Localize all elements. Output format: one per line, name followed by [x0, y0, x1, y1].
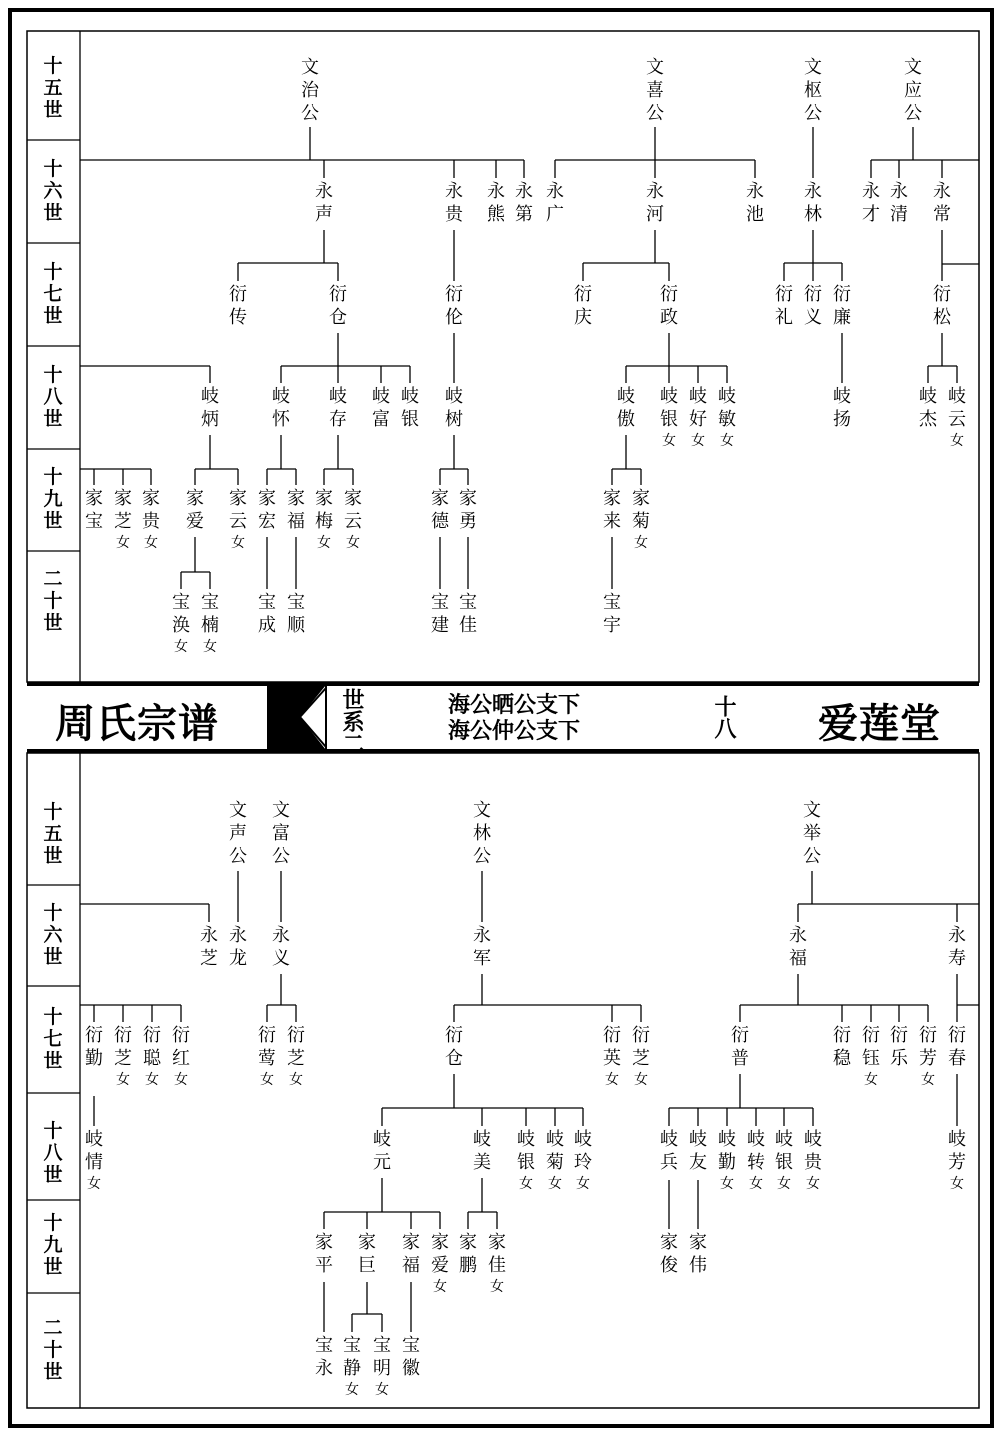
series-label: 世系二 — [339, 688, 365, 754]
member-name: 永 义 — [272, 925, 290, 969]
member-name: 家 爱 — [186, 488, 204, 532]
member-name: 永 广 — [546, 181, 564, 225]
member-name: 文 林 公 — [473, 800, 491, 867]
member-name: 家 爱 女 — [427, 1231, 453, 1297]
member-name: 岐 扬 — [833, 386, 851, 430]
member-name: 家 福 — [287, 488, 305, 532]
member-name: 文 声 公 — [229, 800, 247, 867]
member-name: 宝 楠 女 — [197, 591, 223, 657]
member-name: 文 喜 公 — [646, 57, 664, 124]
member-name: 家 勇 — [459, 488, 477, 532]
member-name: 家 德 — [431, 488, 449, 532]
member-name: 永 熊 — [487, 181, 505, 225]
generation-label: 十 五 世 — [43, 55, 63, 121]
female-mark: 女 — [720, 1176, 734, 1192]
member-name: 岐 杰 — [919, 386, 937, 430]
female-mark: 女 — [145, 1072, 159, 1088]
member-name: 衍 普 — [731, 1025, 749, 1069]
page-number: 十八 — [711, 695, 737, 739]
member-name: 衍 勤 — [85, 1025, 103, 1069]
member-name: 家 云 女 — [340, 487, 366, 553]
member-name: 永 龙 — [229, 925, 247, 969]
female-mark: 女 — [317, 535, 331, 551]
member-name: 衍 乐 — [890, 1025, 908, 1069]
member-name: 衍 廉 — [833, 284, 851, 328]
female-mark: 女 — [490, 1279, 504, 1295]
female-mark: 女 — [87, 1176, 101, 1192]
member-name: 永 贵 — [445, 181, 463, 225]
female-mark: 女 — [691, 433, 705, 449]
member-name: 永 芝 — [200, 925, 218, 969]
member-name: 家 平 — [315, 1232, 333, 1276]
member-name: 家 福 — [402, 1232, 420, 1276]
member-name: 宝 明 女 — [369, 1334, 395, 1400]
member-name: 衍 芝 女 — [283, 1024, 309, 1090]
member-name: 岐 敏 女 — [714, 385, 740, 451]
member-name: 衍 伦 — [445, 284, 463, 328]
female-mark: 女 — [116, 1072, 130, 1088]
member-name: 家 俊 — [660, 1232, 678, 1276]
generation-label: 十 五 世 — [43, 801, 63, 867]
female-mark: 女 — [720, 433, 734, 449]
generation-label: 十 六 世 — [43, 158, 63, 224]
member-name: 衍 芳 女 — [915, 1024, 941, 1090]
female-mark: 女 — [777, 1176, 791, 1192]
member-name: 岐 贵 女 — [800, 1128, 826, 1194]
member-name: 岐 云 女 — [944, 385, 970, 451]
female-mark: 女 — [203, 639, 217, 655]
member-name: 家 伟 — [689, 1232, 707, 1276]
member-name: 永 声 — [315, 181, 333, 225]
member-name: 岐 银 女 — [656, 385, 682, 451]
generation-label: 二 十 世 — [43, 1317, 63, 1383]
member-name: 家 梅 女 — [311, 487, 337, 553]
branch-line-2: 海公仲公支下 — [448, 718, 581, 744]
member-name: 家 菊 女 — [628, 487, 654, 553]
member-name: 家 宝 — [85, 488, 103, 532]
member-name: 衍 庆 — [574, 284, 592, 328]
female-mark: 女 — [375, 1382, 389, 1398]
member-name: 永 清 — [890, 181, 908, 225]
member-name: 宝 涣 女 — [168, 591, 194, 657]
genealogy-title: 周氏宗谱 — [55, 700, 219, 747]
member-name: 岐 银 女 — [513, 1128, 539, 1194]
member-name: 衍 礼 — [775, 284, 793, 328]
member-name: 家 芝 女 — [110, 487, 136, 553]
member-name: 岐 好 女 — [685, 385, 711, 451]
female-mark: 女 — [864, 1072, 878, 1088]
member-name: 永 林 — [804, 181, 822, 225]
generation-label: 十 八 世 — [43, 1120, 63, 1186]
member-name: 岐 银 — [401, 386, 419, 430]
member-name: 宝 佳 — [459, 592, 477, 636]
member-name: 衍 仓 — [445, 1025, 463, 1069]
member-name: 文 治 公 — [301, 57, 319, 124]
member-name: 家 佳 女 — [484, 1231, 510, 1297]
generation-label: 十 九 世 — [43, 1212, 63, 1278]
generation-label: 十 九 世 — [43, 466, 63, 532]
member-name: 岐 菊 女 — [542, 1128, 568, 1194]
member-name: 衍 钰 女 — [858, 1024, 884, 1090]
member-name: 衍 仓 — [329, 284, 347, 328]
branch-line-1: 海公晒公支下 — [448, 692, 581, 718]
female-mark: 女 — [950, 1176, 964, 1192]
member-name: 岐 树 — [445, 386, 463, 430]
member-name: 永 常 — [933, 181, 951, 225]
member-name: 岐 转 女 — [743, 1128, 769, 1194]
member-name: 家 巨 — [358, 1232, 376, 1276]
member-name: 衍 传 — [229, 284, 247, 328]
member-name: 衍 春 — [948, 1025, 966, 1069]
member-name: 衍 英 女 — [599, 1024, 625, 1090]
female-mark: 女 — [634, 1072, 648, 1088]
hall-name: 爱莲堂 — [818, 700, 941, 747]
member-name: 衍 芝 女 — [628, 1024, 654, 1090]
female-mark: 女 — [662, 433, 676, 449]
member-name: 文 枢 公 — [804, 57, 822, 124]
member-name: 文 应 公 — [904, 57, 922, 124]
female-mark: 女 — [519, 1176, 533, 1192]
female-mark: 女 — [605, 1072, 619, 1088]
female-mark: 女 — [921, 1072, 935, 1088]
member-name: 岐 美 — [473, 1129, 491, 1173]
member-name: 永 池 — [746, 181, 764, 225]
generation-label: 十 八 世 — [43, 364, 63, 430]
member-name: 家 来 — [603, 488, 621, 532]
member-name: 岐 芳 女 — [944, 1128, 970, 1194]
member-name: 衍 莺 女 — [254, 1024, 280, 1090]
female-mark: 女 — [749, 1176, 763, 1192]
member-name: 衍 义 — [804, 284, 822, 328]
member-name: 永 军 — [473, 925, 491, 969]
member-name: 宝 建 — [431, 592, 449, 636]
member-name: 衍 红 女 — [168, 1024, 194, 1090]
member-name: 宝 徽 — [402, 1335, 420, 1379]
member-name: 家 贵 女 — [138, 487, 164, 553]
member-name: 宝 静 女 — [339, 1334, 365, 1400]
member-name: 岐 怀 — [272, 386, 290, 430]
female-mark: 女 — [433, 1279, 447, 1295]
member-name: 家 云 女 — [225, 487, 251, 553]
member-name: 岐 傲 — [617, 386, 635, 430]
member-name: 宝 宇 — [603, 592, 621, 636]
member-name: 岐 玲 女 — [570, 1128, 596, 1194]
member-name: 衍 松 — [933, 284, 951, 328]
member-name: 衍 芝 女 — [110, 1024, 136, 1090]
member-name: 家 宏 — [258, 488, 276, 532]
member-name: 岐 富 — [372, 386, 390, 430]
member-name: 家 鹏 — [459, 1232, 477, 1276]
female-mark: 女 — [260, 1072, 274, 1088]
member-name: 永 福 — [789, 925, 807, 969]
female-mark: 女 — [346, 535, 360, 551]
member-name: 衍 稳 — [833, 1025, 851, 1069]
member-name: 岐 银 女 — [771, 1128, 797, 1194]
member-name: 宝 永 — [315, 1335, 333, 1379]
generation-label: 十 六 世 — [43, 902, 63, 968]
member-name: 宝 顺 — [287, 592, 305, 636]
female-mark: 女 — [806, 1176, 820, 1192]
female-mark: 女 — [116, 535, 130, 551]
female-mark: 女 — [345, 1382, 359, 1398]
member-name: 永 第 — [515, 181, 533, 225]
member-name: 岐 存 — [329, 386, 347, 430]
generation-label: 十 七 世 — [43, 1006, 63, 1072]
female-mark: 女 — [289, 1072, 303, 1088]
member-name: 岐 勤 女 — [714, 1128, 740, 1194]
female-mark: 女 — [144, 535, 158, 551]
member-name: 岐 友 — [689, 1129, 707, 1173]
member-name: 宝 成 — [258, 592, 276, 636]
female-mark: 女 — [950, 433, 964, 449]
member-name: 文 富 公 — [272, 800, 290, 867]
member-name: 衍 聪 女 — [139, 1024, 165, 1090]
member-name: 岐 炳 — [201, 386, 219, 430]
member-name: 永 寿 — [948, 925, 966, 969]
female-mark: 女 — [174, 639, 188, 655]
female-mark: 女 — [174, 1072, 188, 1088]
member-name: 永 才 — [862, 181, 880, 225]
female-mark: 女 — [576, 1176, 590, 1192]
member-name: 永 河 — [646, 181, 664, 225]
member-name: 文 举 公 — [803, 800, 821, 867]
generation-label: 十 七 世 — [43, 261, 63, 327]
female-mark: 女 — [548, 1176, 562, 1192]
member-name: 岐 元 — [373, 1129, 391, 1173]
member-name: 岐 兵 — [660, 1129, 678, 1173]
female-mark: 女 — [634, 535, 648, 551]
member-name: 衍 政 — [660, 284, 678, 328]
generation-label: 二 十 世 — [43, 568, 63, 634]
female-mark: 女 — [231, 535, 245, 551]
member-name: 岐 情 女 — [81, 1128, 107, 1194]
